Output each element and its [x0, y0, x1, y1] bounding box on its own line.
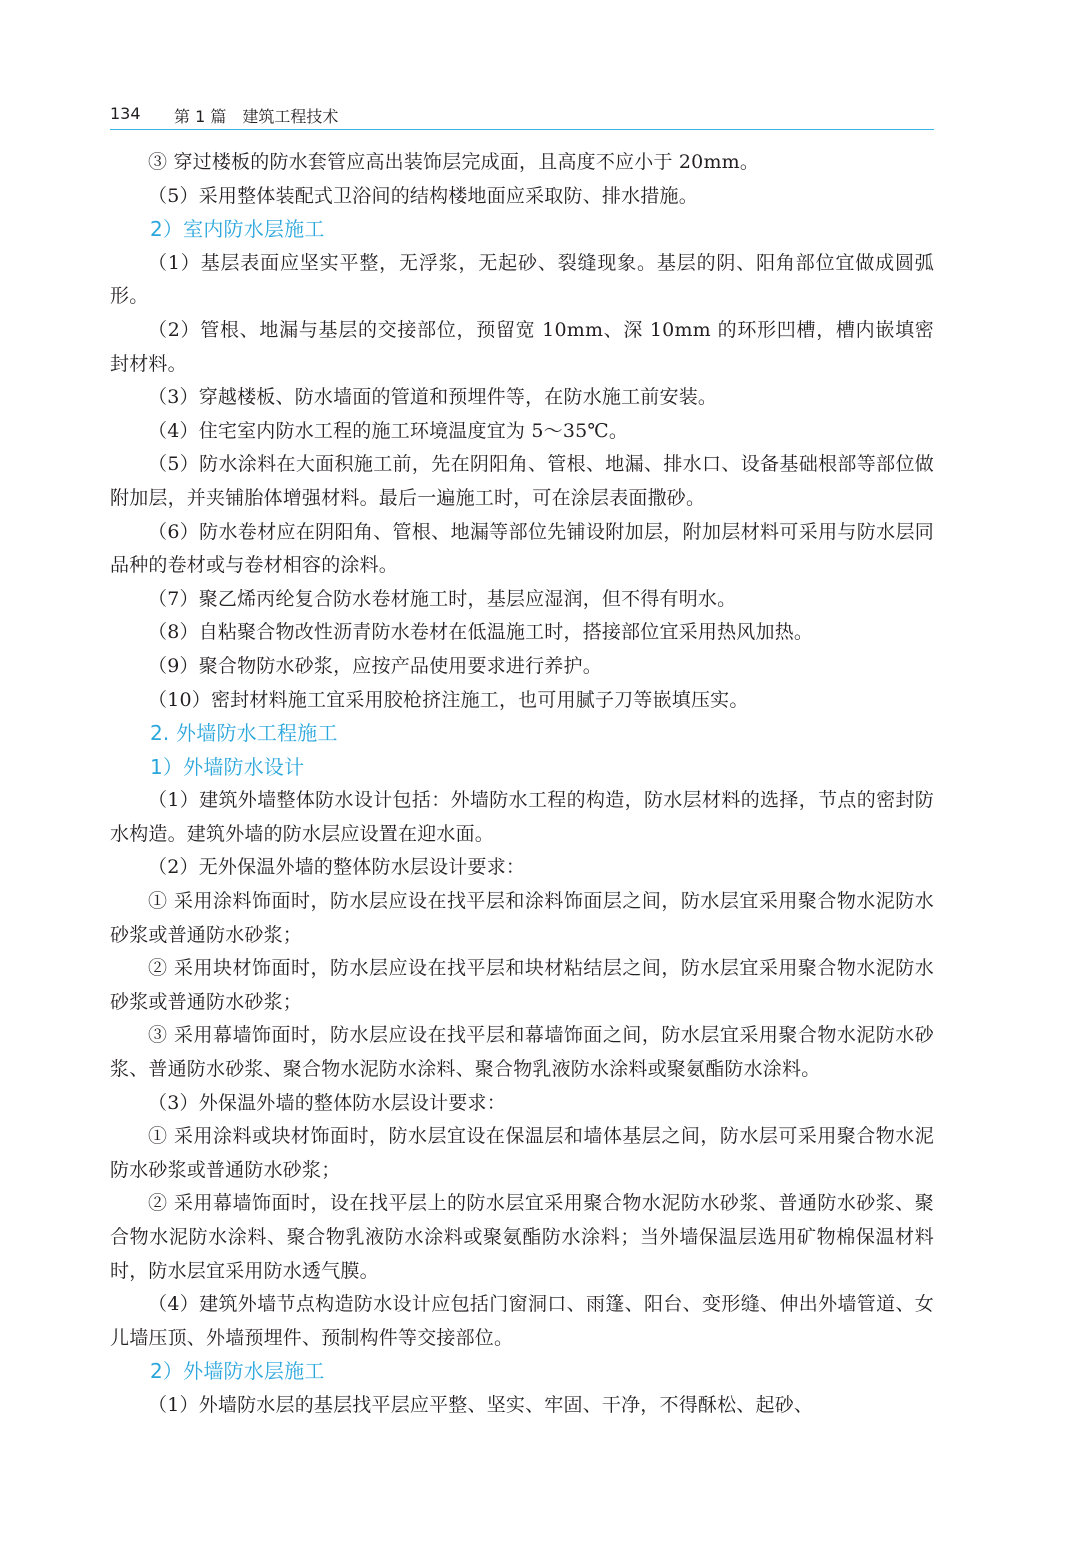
body-paragraph: （3）外保温外墙的整体防水层设计要求： [148, 1091, 506, 1114]
section-heading: 2）外墙防水层施工 [150, 1359, 325, 1384]
page-body [110, 146, 934, 1423]
body-paragraph: ② 采用幕墙饰面时，设在找平层上的防水层宜采用聚合物水泥防水砂浆、普通防水砂浆、聚合物水泥防水涂料、聚合物乳液防水涂料或聚氨酯防水涂料；当外墙保温层选用矿物棉保温材料时，防水层宜采用防水透气膜。 [110, 1192, 934, 1282]
body-paragraph: （6）防水卷材应在阴阳角、管根、地漏等部位先铺设附加层，附加层材料可采用与防水层同品种的卷材或与卷材相容的涂料。 [110, 520, 934, 577]
body-paragraph: （2）管根、地漏与基层的交接部位，预留宽 10mm、深 10mm 的环形凹槽，槽内嵌填密封材料。 [110, 318, 934, 375]
body-paragraph: （8）自粘聚合物改性沥青防水卷材在低温施工时，搭接部位宜采用热风加热。 [148, 621, 814, 644]
running-header [110, 100, 934, 130]
body-paragraph: ① 采用涂料饰面时，防水层应设在找平层和涂料饰面层之间，防水层宜采用聚合物水泥防水砂浆或普通防水砂浆； [110, 890, 934, 946]
body-paragraph: （1）基层表面应坚实平整，无浮浆，无起砂、裂缝现象。基层的阴、阳角部位宜做成圆弧形。 [110, 251, 934, 308]
body-paragraph: （10）密封材料施工宜采用胶枪挤注施工，也可用腻子刀等嵌填压实。 [148, 688, 749, 711]
body-paragraph: （2）无外保温外墙的整体防水层设计要求： [148, 856, 526, 879]
body-paragraph: （7）聚乙烯丙纶复合防水卷材施工时，基层应湿润，但不得有明水。 [148, 587, 737, 610]
part-title: 第 1 篇 建筑工程技术 [174, 107, 339, 126]
section-heading: 1）外墙防水设计 [150, 754, 305, 779]
header-rule [110, 129, 934, 130]
body-paragraph: （4）住宅室内防水工程的施工环境温度宜为 5～35℃。 [148, 419, 629, 442]
body-paragraph: ② 采用块材饰面时，防水层应设在找平层和块材粘结层之间，防水层宜采用聚合物水泥防水砂浆或普通防水砂浆； [110, 957, 934, 1013]
body-paragraph: （5）采用整体装配式卫浴间的结构楼地面应采取防、排水措施。 [148, 184, 698, 207]
body-paragraph: ③ 采用幕墙饰面时，防水层应设在找平层和幕墙饰面之间，防水层宜采用聚合物水泥防水砂浆、普通防水砂浆、聚合物水泥防水涂料、聚合物乳液防水涂料或聚氨酯防水涂料。 [110, 1024, 934, 1081]
section-heading: 2）室内防水层施工 [150, 217, 325, 242]
body-paragraph: （9）聚合物防水砂浆，应按产品使用要求进行养护。 [148, 654, 602, 677]
body-paragraph: （5）防水涂料在大面积施工前，先在阴阳角、管根、地漏、排水口、设备基础根部等部位做附加层，并夹铺胎体增强材料。最后一遍施工时，可在涂层表面撒砂。 [110, 453, 934, 509]
body-paragraph: （4）建筑外墙节点构造防水设计应包括门窗洞口、雨篷、阳台、变形缝、伸出外墙管道、女儿墙压顶、外墙预埋件、预制构件等交接部位。 [110, 1293, 934, 1349]
body-paragraph: ① 采用涂料或块材饰面时，防水层宜设在保温层和墙体基层之间，防水层可采用聚合物水泥防水砂浆或普通防水砂浆； [110, 1125, 934, 1181]
section-heading: 2. 外墙防水工程施工 [150, 721, 338, 746]
body-paragraph: （3）穿越楼板、防水墙面的管道和预埋件等，在防水施工前安装。 [148, 386, 718, 409]
body-paragraph: （1）建筑外墙整体防水设计包括：外墙防水工程的构造，防水层材料的选择，节点的密封防水构造。建筑外墙的防水层应设置在迎水面。 [110, 789, 934, 845]
body-paragraph: （1）外墙防水层的基层找平层应平整、坚实、牢固、干净，不得酥松、起砂、 [148, 1393, 814, 1416]
page-number: 134 [110, 104, 141, 123]
body-paragraph: ③ 穿过楼板的防水套管应高出装饰层完成面，且高度不应小于 20mm。 [148, 151, 760, 173]
